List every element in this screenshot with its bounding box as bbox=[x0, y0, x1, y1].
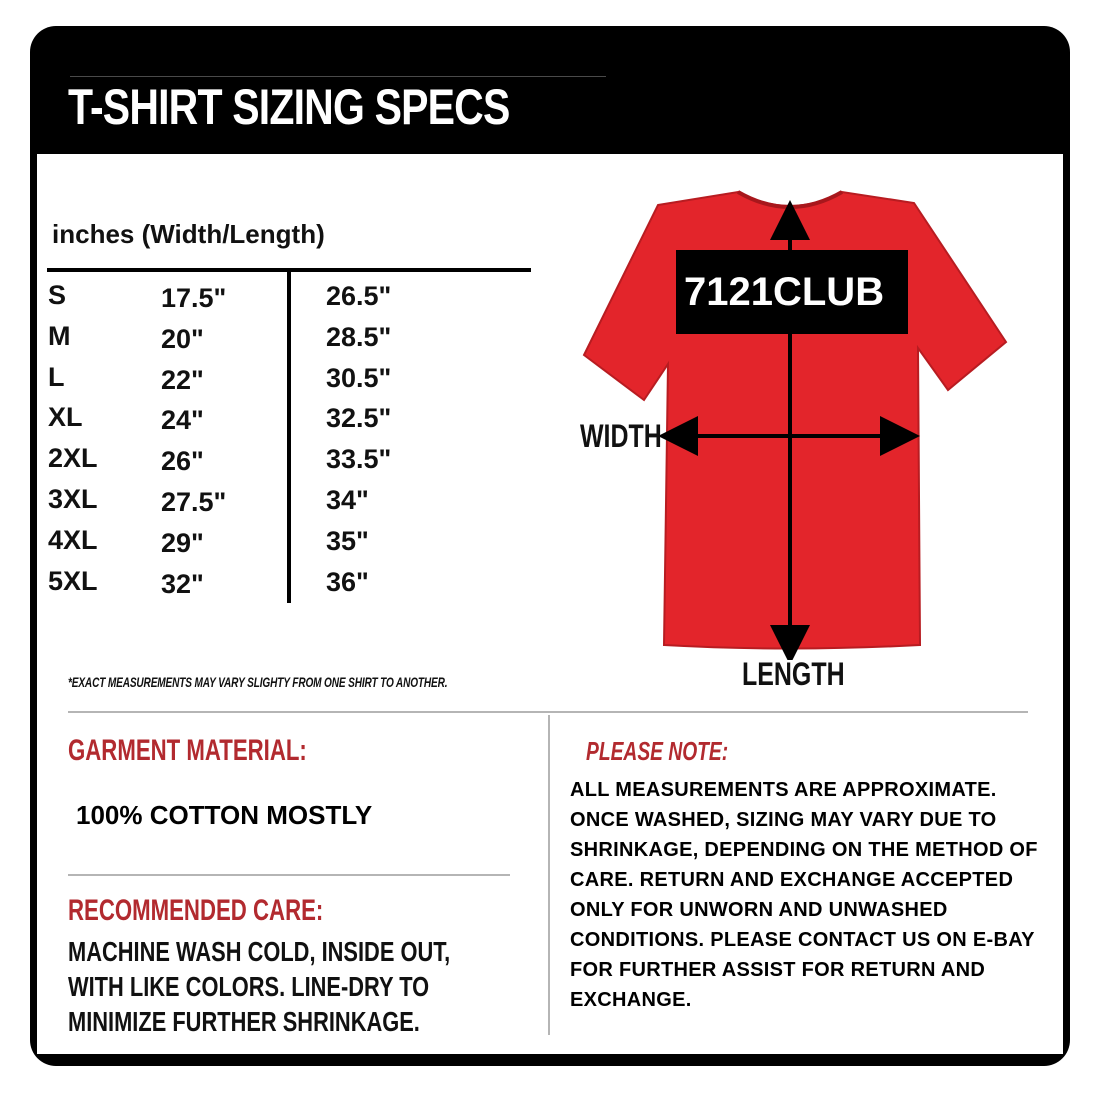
length-value: 28.5" bbox=[326, 321, 392, 352]
width-value: 29" bbox=[161, 527, 204, 558]
brand-logo-text: 7121CLUB bbox=[684, 270, 885, 314]
length-label: LENGTH bbox=[742, 656, 845, 692]
units-label: inches (Width/Length) bbox=[52, 219, 325, 249]
width-value: 32" bbox=[161, 568, 204, 599]
width-value: 22" bbox=[161, 364, 204, 395]
size-label: XL bbox=[48, 402, 83, 433]
size-label: M bbox=[48, 320, 71, 351]
size-label: 5XL bbox=[48, 565, 98, 596]
section-divider-vertical bbox=[548, 715, 550, 1035]
please-note-heading: PLEASE NOTE: bbox=[586, 736, 729, 766]
header-rule bbox=[70, 76, 606, 77]
length-value: 32.5" bbox=[326, 403, 392, 434]
size-label: S bbox=[48, 280, 67, 310]
garment-material-value: 100% COTTON MOSTLY bbox=[76, 800, 373, 830]
width-value: 24" bbox=[161, 405, 204, 436]
width-value: 20" bbox=[161, 323, 204, 354]
width-value: 17.5" bbox=[161, 283, 227, 313]
please-note-text: ALL MEASUREMENTS ARE APPROXIMATE. ONCE WASHED, SIZING MAY VARY DUE TO SHRINKAGE, DEPENDING ON THE METHOD OF CARE. RETURN AND EXCHANGE ACCEPTED ONLY FOR UNWORN AND UNWASHED CONDITIONS. PLEASE CONTACT US ON E-BAY FOR FURTHER ASSIST FOR RETURN AND EXCHANGE. bbox=[570, 779, 1038, 1011]
page-title: T-SHIRT SIZING SPECS bbox=[68, 79, 510, 135]
length-value: 26.5" bbox=[326, 281, 392, 311]
length-value: 36" bbox=[326, 566, 369, 597]
width-value: 26" bbox=[161, 446, 204, 477]
size-label: 3XL bbox=[48, 484, 98, 514]
recommended-care-text: MACHINE WASH COLD, INSIDE OUT, WITH LIKE COLORS. LINE-DRY TO MINIMIZE FURTHER SHRINKAGE. bbox=[68, 936, 451, 1037]
material-care-divider bbox=[68, 874, 510, 876]
length-value: 33.5" bbox=[326, 444, 392, 475]
recommended-care-heading: RECOMMENDED CARE: bbox=[68, 894, 324, 927]
section-divider-horizontal bbox=[68, 711, 1028, 713]
length-value: 30.5" bbox=[326, 362, 392, 393]
length-value: 35" bbox=[326, 525, 369, 556]
table-column-divider bbox=[287, 270, 291, 603]
width-label: WIDTH bbox=[580, 418, 662, 454]
measurement-disclaimer: *EXACT MEASUREMENTS MAY VARY SLIGHTY FROM ONE SHIRT TO ANOTHER. bbox=[68, 674, 448, 690]
size-label: 2XL bbox=[48, 443, 98, 474]
size-label: L bbox=[48, 361, 65, 392]
garment-material-heading: GARMENT MATERIAL: bbox=[68, 734, 307, 767]
length-value: 34" bbox=[326, 485, 369, 515]
size-label: 4XL bbox=[48, 524, 98, 555]
width-value: 27.5" bbox=[161, 487, 227, 517]
